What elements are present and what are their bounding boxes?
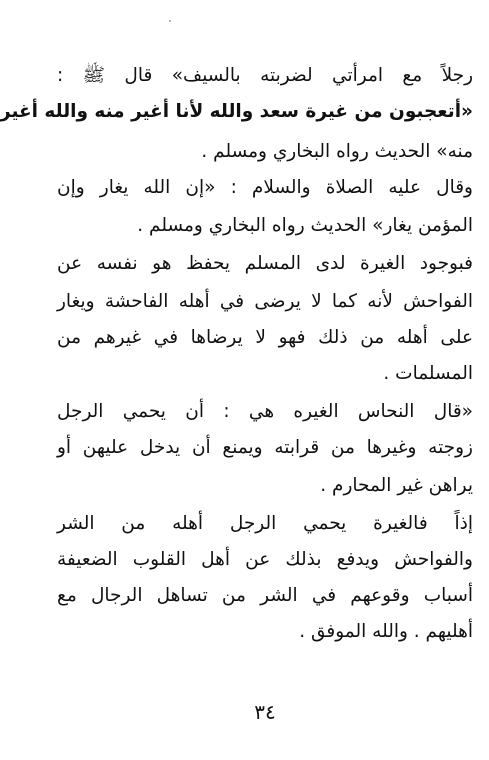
text-line-2: «أتعجبون من غيرة سعد والله لأنا أغير منه والله أغير: [0, 101, 473, 122]
text-line-9: المسلمات .: [383, 363, 473, 384]
text-line-1: رجلاً مع امرأتي لضربته بالسيف» قال ﷺ :: [57, 65, 473, 86]
text-line-4: وقال عليه الصلاة والسلام : «إن الله يغار وإن: [57, 177, 473, 198]
text-line-3: منه» الحديث رواه البخاري ومسلم .: [201, 141, 473, 162]
text-line-10: «قال النحاس الغيره هي : أن يحمي الرجل: [57, 401, 473, 422]
page-number: ٣٤: [254, 700, 276, 724]
text-line-16: أهليهم . والله الموفق .: [299, 621, 473, 642]
text-line-12: يراهن غير المحارم .: [320, 475, 473, 496]
text-line-13: إذاً فالغيرة يحمي الرجل أهله من الشر: [57, 513, 473, 534]
text-line-5: المؤمن يغار» الحديث رواه البخاري ومسلم .: [137, 215, 473, 236]
text-line-11: زوجته وغيرها من قرابته ويمنع أن يدخل عليهن أو: [57, 437, 473, 458]
text-line-7: الفواحش لأنه كما لا يرضى في أهله الفاحشة ويغار: [57, 291, 473, 312]
text-line-14: والفواحش ويدفع بذلك عن أهل القلوب الضعيفة: [57, 549, 473, 570]
text-line-8: على أهله من ذلك فهو لا يرضاها في غيرهم من: [57, 327, 473, 348]
text-line-6: فبوجود الغيرة لدى المسلم يحفظ هو نفسه عن: [57, 253, 473, 274]
text-line-15: أسباب وقوعهم في الشر من تساهل الرجال مع: [57, 585, 473, 606]
print-speck: [169, 20, 171, 22]
